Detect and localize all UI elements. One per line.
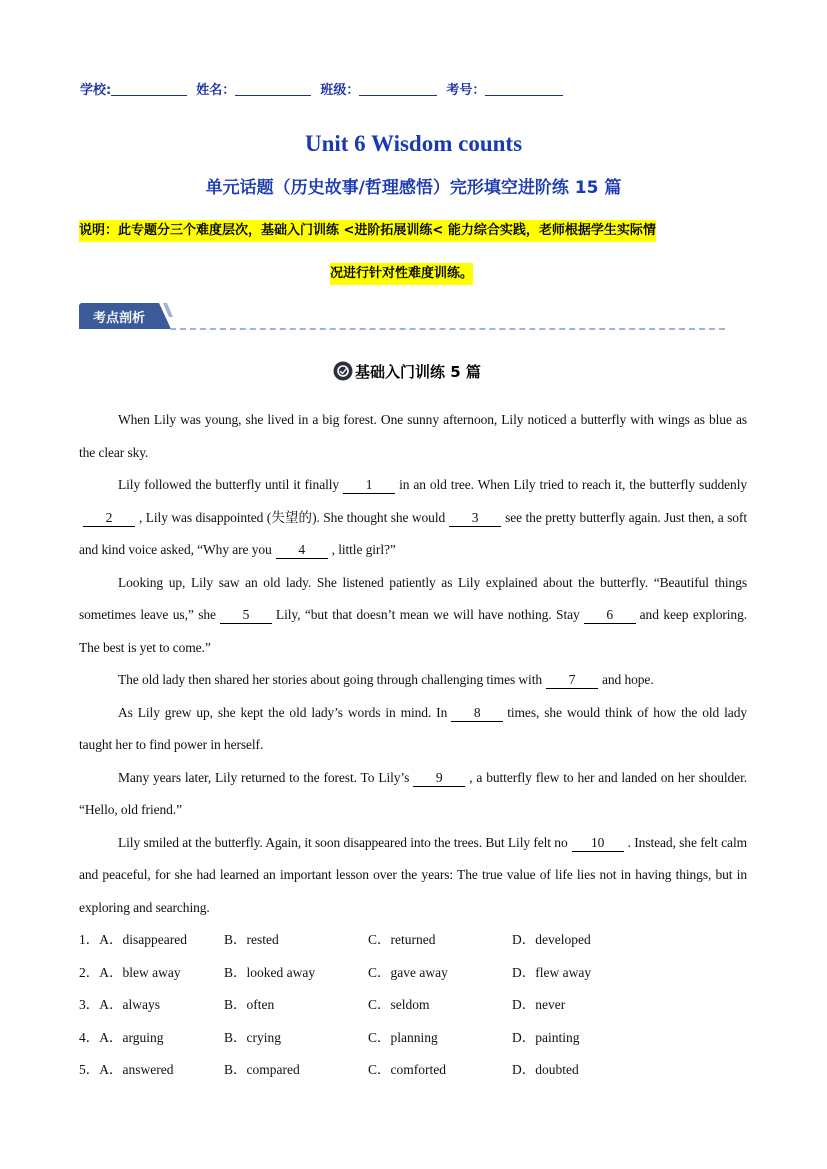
passage-text: and hope. [602,672,654,687]
option-label: C．returned [368,932,436,947]
level-heading [333,361,481,385]
option-b[interactable] [224,924,279,957]
school-label: 学校: [80,83,112,98]
blank-4[interactable]: 4 [276,542,328,559]
question-number: 3． [79,997,100,1012]
passage-text: , a butterfly flew to her and landed on her shoulder. “Hello, old friend.” [79,769,747,817]
blank-8[interactable]: 8 [451,705,503,722]
option-d[interactable] [512,924,591,957]
option-a[interactable] [79,989,160,1022]
blank-10[interactable]: 10 [572,835,624,852]
class-label: 班级： [320,83,360,98]
option-label: A．arguing [99,1029,164,1045]
school-field[interactable] [111,82,187,96]
passage-paragraph [79,469,747,567]
instruction-note-line-1: 说明：此专题分三个难度层次，基础入门训练 <进阶拓展训练< 能力综合实践，老师根据学生实际情 [79,220,656,242]
passage-text: The old lady then shared her stories about going through challenging times with [118,672,543,687]
option-a[interactable] [79,924,187,957]
blank-1[interactable]: 1 [343,477,395,494]
passage-text: , little girl?” [331,542,396,557]
passage-text: As Lily grew up, she kept the old lady’s words in mind. In [118,704,448,720]
option-label: D．doubted [512,1062,579,1077]
blank-5[interactable]: 5 [220,607,272,624]
option-d[interactable] [512,989,565,1022]
option-c[interactable] [368,989,430,1022]
question-number: 1． [79,932,100,947]
page-title: Unit 6 Wisdom counts [304,131,523,156]
option-label: B．rested [224,932,279,947]
question-row [79,989,759,1022]
passage-text: Lily followed the butterfly until it finally [118,477,340,492]
option-label: C．seldom [368,997,430,1012]
blank-6[interactable]: 6 [584,607,636,624]
option-label: B．often [224,997,275,1012]
option-a[interactable] [79,1022,164,1055]
passage-text: , Lily was disappointed (失望的). She thought she would [139,509,446,525]
option-label: B．compared [224,1062,300,1077]
option-c[interactable] [368,1022,438,1055]
option-c[interactable] [368,957,448,990]
option-label: C．gave away [368,964,448,980]
passage-text: see the pretty butterfly again. Just then, a soft and kind voice asked, “Why are you [79,509,747,557]
passage-paragraph [79,404,747,469]
option-a[interactable] [79,1054,173,1087]
class-field[interactable] [359,82,437,96]
section-tab [79,303,173,329]
question-row [79,1054,759,1087]
passage-text: . Instead, she felt calm and peaceful, for she had learned an important lesson over the years: The true value of life lies not in having things, but in exploring and searching. [79,834,747,915]
question-row [79,957,759,990]
option-a[interactable] [79,957,181,990]
option-label: D．never [512,997,566,1012]
question-row [79,1022,759,1055]
exam-no-field[interactable] [485,82,563,96]
passage-text: Lily, “but that doesn’t mean we will have nothing. Stay [275,607,580,622]
question-number: 5． [79,1062,100,1077]
name-field[interactable] [235,82,311,96]
passage-text: When Lily was young, she lived in a big forest. One sunny afternoon, Lily noticed a butterfly with wings as blue as the clear sky. [79,412,747,460]
section-divider [170,328,725,330]
option-label: B．looked away [224,964,316,980]
option-label: A．blew away [99,964,181,980]
question-number: 4． [79,1029,100,1045]
name-label: 姓名： [196,83,236,98]
option-d[interactable] [512,1054,579,1087]
passage-paragraph [79,697,747,762]
passage-text: in an old tree. When Lily tried to reach it, the butterfly suddenly [399,477,748,492]
student-info-fields [80,79,563,98]
option-c[interactable] [368,924,435,957]
option-b[interactable] [224,1054,300,1087]
passage-paragraph [79,827,747,925]
passage-paragraph [79,762,747,827]
option-label: B．crying [224,1029,281,1045]
option-c[interactable] [368,1054,446,1087]
blank-9[interactable]: 9 [413,770,465,787]
option-label: A．answered [99,1062,174,1077]
question-number: 2． [79,964,100,980]
option-d[interactable] [512,1022,580,1055]
blank-2[interactable]: 2 [83,510,135,527]
section-tab-label: 考点剖析 [93,311,146,326]
option-b[interactable] [224,989,274,1022]
level-heading-text: 基础入门训练 5 篇 [355,363,481,381]
blank-3[interactable]: 3 [449,510,501,527]
passage-text: Many years later, Lily returned to the forest. To Lily’s [118,769,410,785]
passage-paragraph [79,567,747,665]
level-badge-icon [333,361,353,381]
option-label: A．always [99,997,160,1012]
option-d[interactable] [512,957,591,990]
passage-text: and keep exploring. The best is yet to come.” [79,607,747,655]
cloze-passage [79,404,747,924]
blank-7[interactable]: 7 [546,672,598,689]
option-b[interactable] [224,1022,281,1055]
option-label: D．developed [512,932,591,947]
option-label: C．comforted [368,1062,446,1077]
exam-no-label: 考号： [446,83,486,98]
question-row [79,924,759,957]
passage-text: Lily smiled at the butterfly. Again, it soon disappeared into the trees. But Lily felt no [118,834,568,850]
option-label: A．disappeared [99,932,187,947]
answer-options [79,924,759,1087]
option-label: D．flew away [512,964,592,980]
option-b[interactable] [224,957,315,990]
page-subtitle: 单元话题（历史故事/哲理感悟）完形填空进阶练 15 篇 [205,178,622,198]
option-label: D．painting [512,1029,580,1045]
instruction-note-line-2: 况进行针对性难度训练。 [330,263,473,285]
option-label: C．planning [368,1029,438,1045]
passage-text: times, she would think of how the old lady taught her to find power in herself. [79,704,747,752]
passage-text: Looking up, Lily saw an old lady. She listened patiently as Lily explained about the butterfly. “Beautiful things sometimes leave us,” she [79,574,747,622]
passage-paragraph [79,664,747,697]
